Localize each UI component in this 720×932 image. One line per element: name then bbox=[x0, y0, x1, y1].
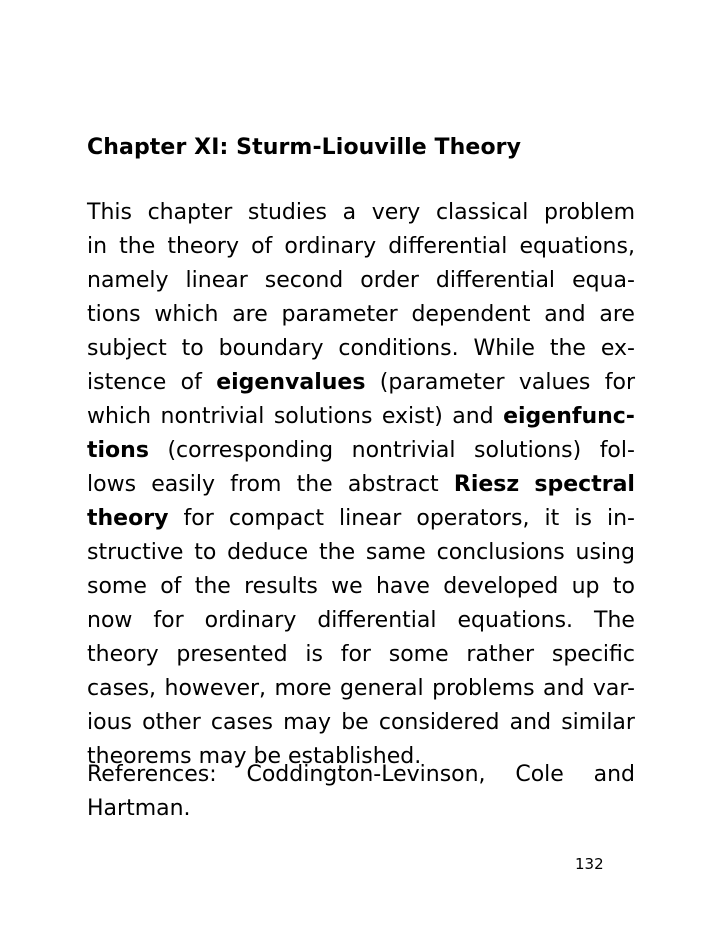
word: for bbox=[604, 370, 635, 395]
word: nontrivial bbox=[160, 404, 265, 429]
word: istence bbox=[87, 370, 167, 395]
word: are bbox=[232, 302, 268, 327]
word: of bbox=[160, 574, 182, 599]
word: solutions bbox=[273, 404, 373, 429]
paragraph-line bbox=[87, 298, 635, 332]
word: and bbox=[509, 710, 552, 735]
word: nontrivial bbox=[351, 438, 456, 463]
word: and bbox=[593, 762, 635, 787]
bold-term: Riesz bbox=[453, 472, 520, 497]
word: (corresponding bbox=[167, 438, 334, 463]
paragraph-line bbox=[87, 230, 635, 264]
paragraph-line bbox=[87, 400, 635, 434]
word: equa- bbox=[572, 268, 635, 293]
paragraph-line bbox=[87, 638, 635, 672]
word: theorems bbox=[87, 744, 192, 769]
references-paragraph bbox=[87, 758, 635, 826]
word: compact bbox=[228, 506, 324, 531]
word: problem bbox=[543, 200, 635, 225]
word: The bbox=[594, 608, 635, 633]
word: other bbox=[142, 710, 201, 735]
paragraph-line bbox=[87, 604, 635, 638]
word: classical bbox=[435, 200, 529, 225]
paragraph-line bbox=[87, 706, 635, 740]
word: the bbox=[119, 234, 156, 259]
word: the bbox=[549, 336, 586, 361]
word: are bbox=[599, 302, 635, 327]
paragraph-line bbox=[87, 672, 635, 706]
word: tions bbox=[87, 302, 141, 327]
word: Hartman. bbox=[87, 796, 191, 821]
word: lows bbox=[87, 472, 137, 497]
word: using bbox=[575, 540, 635, 565]
word: theory bbox=[87, 642, 159, 667]
word: differential bbox=[317, 608, 437, 633]
word: equations. bbox=[457, 608, 574, 633]
word: for bbox=[340, 642, 371, 667]
word: similar bbox=[561, 710, 635, 735]
references-line bbox=[87, 758, 635, 792]
word: specific bbox=[551, 642, 635, 667]
word: from bbox=[230, 472, 282, 497]
bold-term: spectral bbox=[534, 472, 635, 497]
word: which bbox=[87, 404, 152, 429]
bold-term: eigenvalues bbox=[216, 370, 366, 395]
word: deduce bbox=[227, 540, 309, 565]
word: equations, bbox=[519, 234, 635, 259]
word: subject bbox=[87, 336, 167, 361]
word: operators, bbox=[416, 506, 530, 531]
word: more bbox=[274, 676, 332, 701]
word: the bbox=[296, 472, 333, 497]
word: developed bbox=[443, 574, 559, 599]
word: to bbox=[194, 540, 217, 565]
word: ious bbox=[87, 710, 132, 735]
word: differential bbox=[435, 268, 556, 293]
word: values bbox=[518, 370, 591, 395]
word: however, bbox=[164, 676, 267, 701]
word: var- bbox=[592, 676, 635, 701]
paragraph-line bbox=[87, 570, 635, 604]
chapter-title: Chapter XI: Sturm-Liouville Theory bbox=[87, 135, 522, 160]
word: the bbox=[319, 540, 356, 565]
word: Coddington-Levinson, bbox=[246, 762, 486, 787]
word: cases bbox=[210, 710, 273, 735]
word: dependent bbox=[411, 302, 531, 327]
word: theory bbox=[167, 234, 239, 259]
paragraph-line bbox=[87, 196, 635, 230]
word: (parameter bbox=[379, 370, 505, 395]
word: cases, bbox=[87, 676, 157, 701]
intro-paragraph bbox=[87, 196, 635, 774]
word: now bbox=[87, 608, 133, 633]
paragraph-line bbox=[87, 332, 635, 366]
word: fol- bbox=[599, 438, 635, 463]
word: conclusions bbox=[436, 540, 565, 565]
word: presented bbox=[176, 642, 288, 667]
word: same bbox=[365, 540, 426, 565]
word: problems bbox=[432, 676, 535, 701]
word: very bbox=[371, 200, 421, 225]
word: linear bbox=[339, 506, 402, 531]
word: established. bbox=[288, 744, 422, 769]
word: studies bbox=[247, 200, 327, 225]
word: structive bbox=[87, 540, 184, 565]
word: References: bbox=[87, 762, 217, 787]
word: solutions) bbox=[474, 438, 582, 463]
word: Cole bbox=[515, 762, 564, 787]
word: to bbox=[612, 574, 635, 599]
word: be bbox=[253, 744, 281, 769]
word: linear bbox=[185, 268, 248, 293]
word: the bbox=[194, 574, 231, 599]
paragraph-line bbox=[87, 434, 635, 468]
word: we bbox=[331, 574, 363, 599]
word: it bbox=[544, 506, 560, 531]
word: and bbox=[543, 676, 585, 701]
references-line bbox=[87, 792, 635, 826]
word: namely bbox=[87, 268, 169, 293]
word: and bbox=[452, 404, 494, 429]
word: general bbox=[339, 676, 424, 701]
word: may bbox=[283, 710, 332, 735]
bold-term: theory bbox=[87, 506, 169, 531]
page-number: 132 bbox=[575, 855, 604, 873]
word: be bbox=[341, 710, 369, 735]
word: abstract bbox=[347, 472, 439, 497]
word: results bbox=[244, 574, 318, 599]
paragraph-line bbox=[87, 502, 635, 536]
word: to bbox=[181, 336, 204, 361]
word: is bbox=[305, 642, 323, 667]
word: chapter bbox=[147, 200, 233, 225]
bold-term: eigenfunc- bbox=[503, 404, 635, 429]
word: conditions. bbox=[338, 336, 459, 361]
word: ex- bbox=[600, 336, 635, 361]
word: ordinary bbox=[204, 608, 297, 633]
word: easily bbox=[151, 472, 215, 497]
word: rather bbox=[466, 642, 535, 667]
word: in bbox=[87, 234, 108, 259]
word: which bbox=[154, 302, 219, 327]
bold-term: tions bbox=[87, 438, 149, 463]
paragraph-line bbox=[87, 536, 635, 570]
word: in- bbox=[607, 506, 635, 531]
word: may bbox=[198, 744, 247, 769]
word: for bbox=[183, 506, 214, 531]
word: boundary bbox=[218, 336, 324, 361]
word: While bbox=[473, 336, 535, 361]
word: have bbox=[375, 574, 430, 599]
word: parameter bbox=[281, 302, 398, 327]
word: up bbox=[571, 574, 600, 599]
word: This bbox=[87, 200, 132, 225]
word: order bbox=[360, 268, 419, 293]
paragraph-line bbox=[87, 366, 635, 400]
word: second bbox=[264, 268, 344, 293]
paragraph-line bbox=[87, 264, 635, 298]
word: a bbox=[342, 200, 357, 225]
word: ordinary bbox=[284, 234, 377, 259]
word: some bbox=[388, 642, 449, 667]
word: differential bbox=[388, 234, 508, 259]
word: is bbox=[574, 506, 592, 531]
word: and bbox=[544, 302, 586, 327]
word: of bbox=[251, 234, 273, 259]
word: considered bbox=[378, 710, 500, 735]
word: for bbox=[153, 608, 184, 633]
paragraph-line bbox=[87, 468, 635, 502]
word: of bbox=[180, 370, 202, 395]
word: some bbox=[87, 574, 147, 599]
word: exist) bbox=[381, 404, 443, 429]
